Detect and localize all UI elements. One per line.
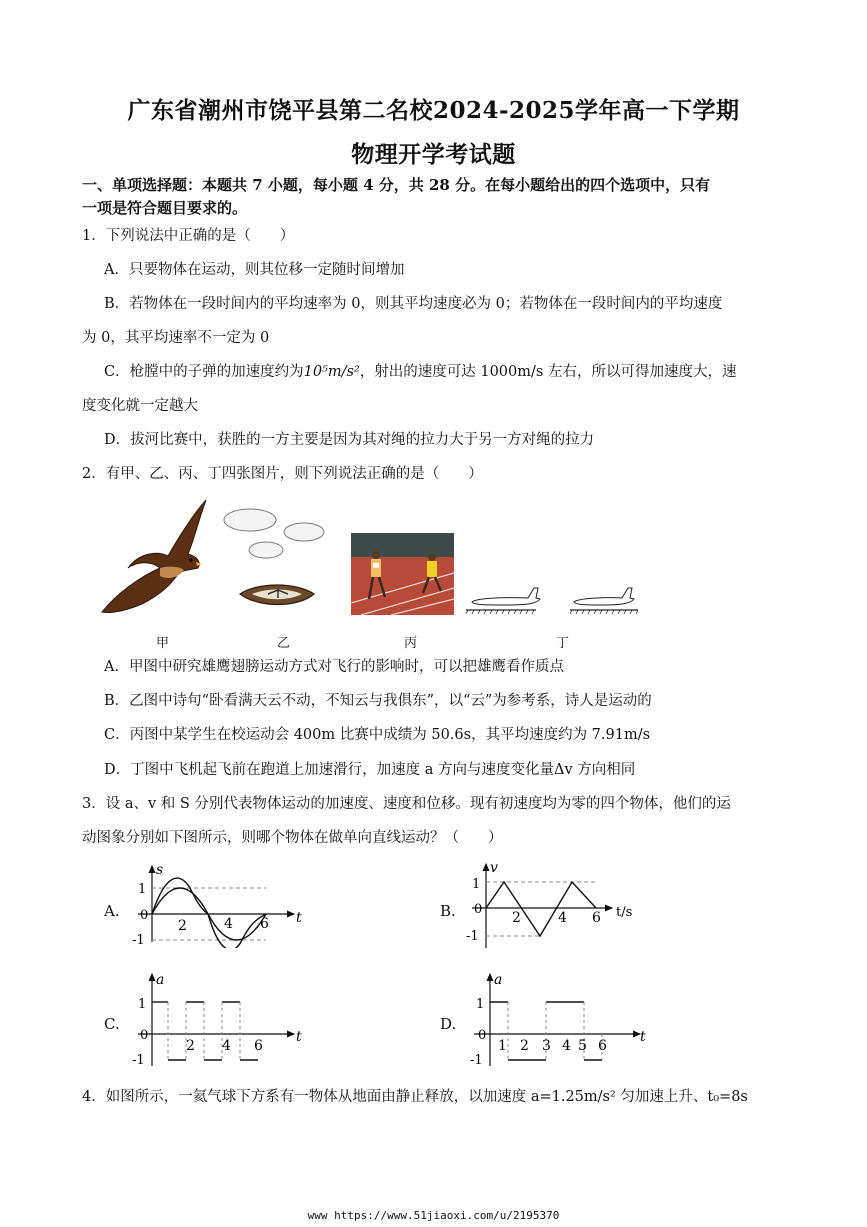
graph-b-xtick-4: 4 xyxy=(558,910,567,926)
caption-yi: 乙 xyxy=(277,636,291,651)
graph-a-ytick-neg1: -1 xyxy=(132,933,145,948)
graph-b-xlabel: t/s xyxy=(616,905,633,920)
q1-c-part1: C．枪膛中的子弹的加速度约为 xyxy=(104,364,304,380)
section-heading-line2: 一项是符合题目要求的。 xyxy=(82,199,248,217)
runners-photo xyxy=(351,533,454,615)
graph-b-xtick-6: 6 xyxy=(592,910,601,926)
question-3-line2: 动图象分别如下图所示，则哪个物体在做单向直线运动？（ ） xyxy=(82,830,503,846)
graph-c-ytick-neg1: -1 xyxy=(132,1053,145,1068)
graph-a-ylabel: s xyxy=(156,862,164,878)
graph-b-label: B. xyxy=(440,902,456,920)
graph-a-ytick-1: 1 xyxy=(138,882,147,897)
graph-c-xlabel: t xyxy=(296,1029,302,1045)
question-1-stem: 1．下列说法中正确的是（ ） xyxy=(82,228,295,244)
page-title: 广东省潮州市饶平县第二名校2024-2025学年高一下学期 xyxy=(127,97,740,124)
graph-d-xtick-5: 5 xyxy=(578,1038,587,1054)
graph-a-label: A. xyxy=(104,902,120,920)
graph-b-ytick-1: 1 xyxy=(472,877,481,892)
question-1-option-c-line1 xyxy=(104,362,794,382)
question-2-option-d: D．丁图中飞机起飞前在跑道上加速滑行，加速度 a 方向与速度变化量Δv 方向相同 xyxy=(104,762,636,778)
graph-b-v-t xyxy=(462,858,652,950)
graph-d-ytick-0: 0 xyxy=(478,1028,487,1043)
graph-c-xtick-6: 6 xyxy=(254,1038,263,1054)
graph-d-xlabel: t xyxy=(640,1029,646,1045)
question-2-stem: 2．有甲、乙、丙、丁四张图片，则下列说法正确的是（ ） xyxy=(82,466,483,482)
graph-a-s-t xyxy=(128,862,308,948)
caption-bing: 丙 xyxy=(404,636,418,651)
q1-c-part2: ，射出的速度可达 1000m/s 左右，所以可得加速度大，速 xyxy=(359,364,737,380)
footer-url: www https://www.51jiaoxi.com/u/2195370 xyxy=(307,1209,560,1222)
graph-c-xtick-4: 4 xyxy=(222,1038,231,1054)
graph-a-ytick-0: 0 xyxy=(140,908,149,923)
graph-a-xlabel: t xyxy=(296,910,302,926)
question-1-option-b-line2: 为 0，其平均速率不一定为 0 xyxy=(82,330,270,346)
graph-d-xtick-6: 6 xyxy=(598,1038,607,1054)
caption-jia: 甲 xyxy=(156,636,170,651)
graph-c-ytick-0: 0 xyxy=(140,1028,149,1043)
question-1-option-a: A．只要物体在运动，则其位移一定随时间增加 xyxy=(104,262,405,278)
graph-a-xtick-4: 4 xyxy=(224,916,233,932)
graph-c-xtick-2: 2 xyxy=(186,1038,195,1054)
question-2-option-c: C．丙图中某学生在校运动会 400m 比赛中成绩为 50.6s，其平均速度约为 7.91m/s xyxy=(104,727,651,743)
graph-a-xtick-2: 2 xyxy=(178,918,187,934)
clouds-boat-figure xyxy=(218,504,338,616)
question-1-option-d: D．拔河比赛中，获胜的一方主要是因为其对绳的拉力大于另一方对绳的拉力 xyxy=(104,432,595,448)
graph-d-xtick-4: 4 xyxy=(562,1038,571,1054)
graph-d-xtick-3: 3 xyxy=(542,1038,551,1054)
graph-c-ytick-1: 1 xyxy=(138,997,147,1012)
caption-ding: 丁 xyxy=(556,636,570,651)
graph-d-label: D. xyxy=(440,1015,457,1033)
question-2-option-a: A．甲图中研究雄鹰翅膀运动方式对飞行的影响时，可以把雄鹰看作质点 xyxy=(104,659,564,675)
graph-b-xtick-2: 2 xyxy=(512,910,521,926)
page-subtitle: 物理开学考试题 xyxy=(351,141,516,168)
section-heading-line1: 一、单项选择题：本题共 7 小题，每小题 4 分，共 28 分。在每小题给出的四个选项中，只有 xyxy=(82,176,711,194)
graph-b-ylabel: v xyxy=(490,860,498,876)
graph-c-a-t xyxy=(128,968,308,1068)
graph-a-xtick-6: 6 xyxy=(260,916,269,932)
graph-d-xtick-2: 2 xyxy=(520,1038,529,1054)
question-4-stem: 4．如图所示，一氦气球下方系有一物体从地面由静止释放，以加速度 a=1.25m/s² 匀加速上升、t₀=8s xyxy=(82,1089,748,1105)
graph-d-ytick-1: 1 xyxy=(476,997,485,1012)
question-1-option-c-line2: 度变化就一定越大 xyxy=(82,398,198,414)
planes-runway-figure xyxy=(466,580,638,616)
graph-c-label: C. xyxy=(104,1015,120,1033)
graph-b-ytick-0: 0 xyxy=(474,902,483,917)
graph-b-ytick-neg1: -1 xyxy=(466,929,479,944)
q1-c-formula: 10⁵m/s² xyxy=(303,364,360,380)
question-2-option-b: B．乙图中诗句“卧看满天云不动，不知云与我俱东”，以“云”为参考系，诗人是运动的 xyxy=(104,693,652,709)
question-3-line1: 3．设 a、v 和 S 分别代表物体运动的加速度、速度和位移。现有初速度均为零的四个物体，他们的运 xyxy=(82,796,731,812)
graph-d-xtick-1: 1 xyxy=(498,1038,507,1054)
eagle-figure xyxy=(98,496,210,618)
graph-c-ylabel: a xyxy=(156,972,165,988)
graph-d-ylabel: a xyxy=(494,972,503,988)
question-1-option-b-line1: B．若物体在一段时间内的平均速率为 0，则其平均速度必为 0；若物体在一段时间内的平均速度 xyxy=(104,296,723,312)
graph-d-ytick-neg1: -1 xyxy=(470,1053,483,1068)
graph-d-a-t xyxy=(462,968,652,1068)
